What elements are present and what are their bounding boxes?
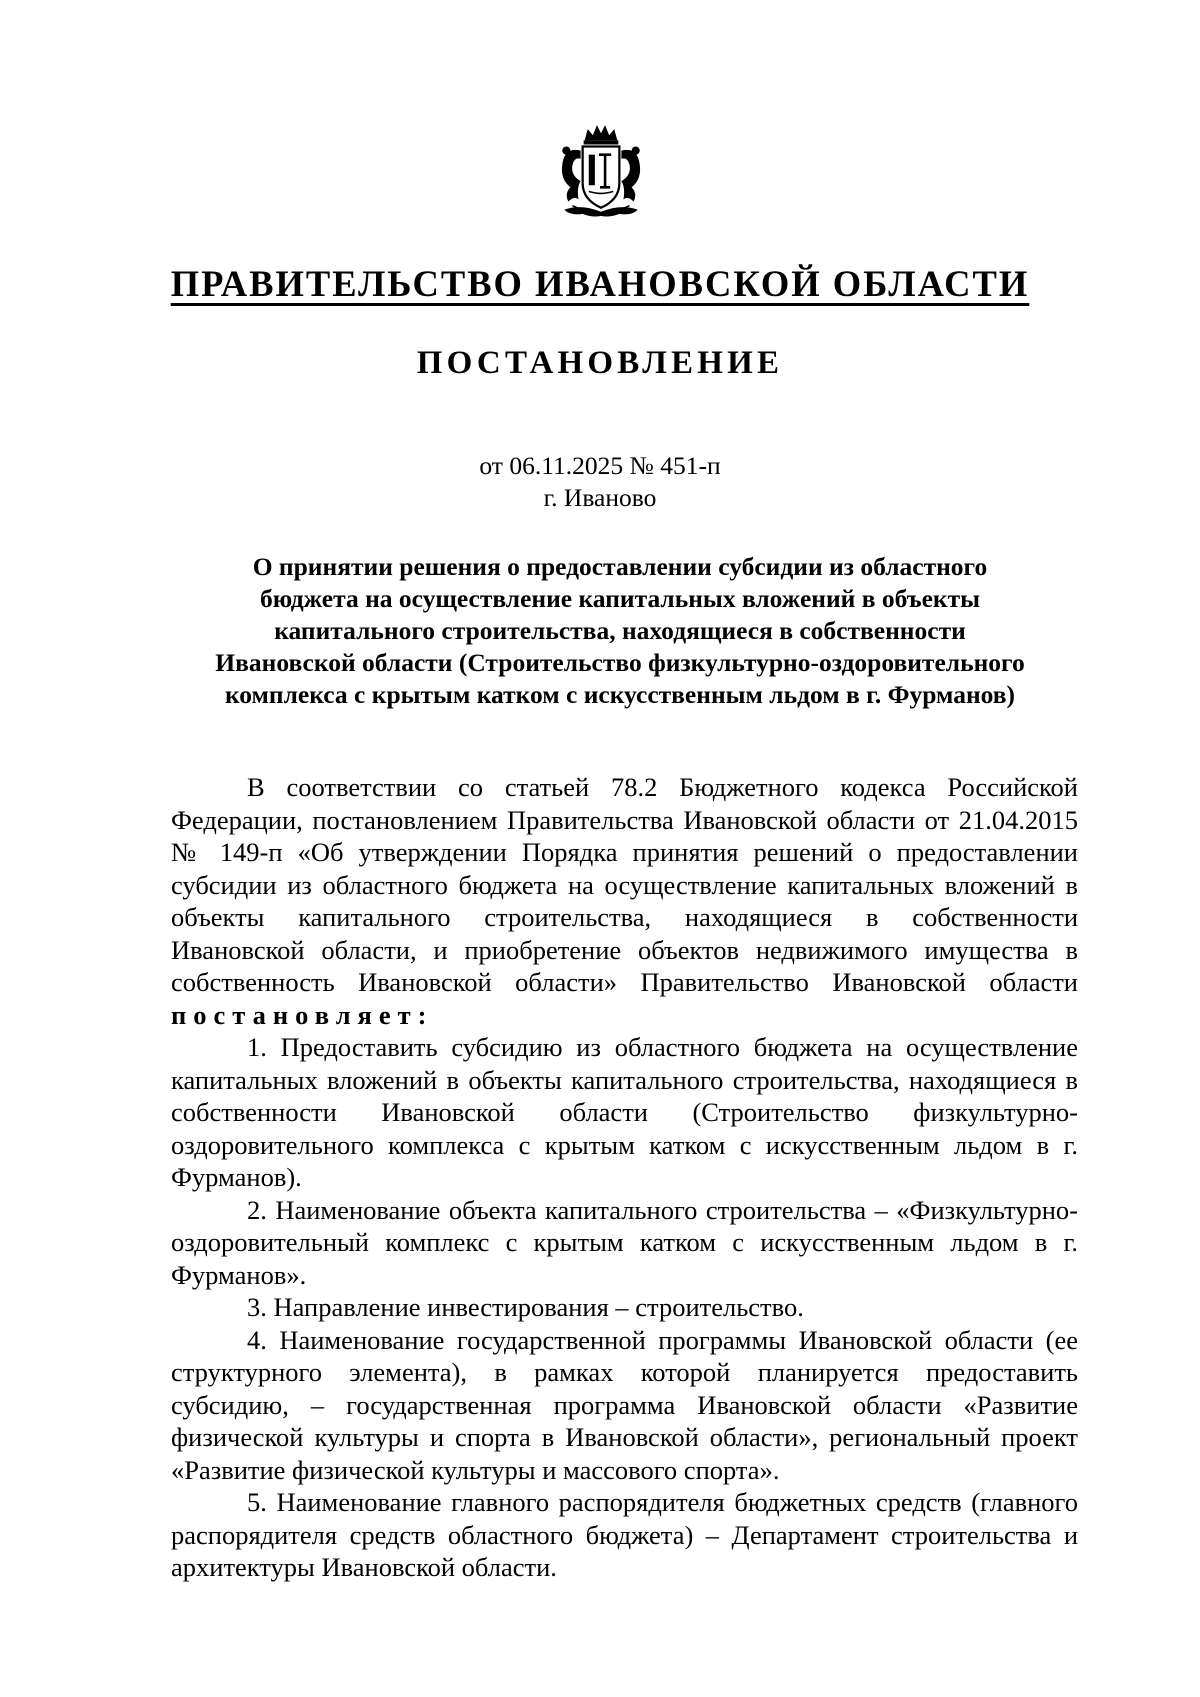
document-subject: [160, 551, 1080, 711]
subject-line: бюджета на осуществление капитальных вложений в объекты: [259, 584, 981, 613]
subject-line: О принятии решения о предоставлении субсидии из областного: [252, 552, 988, 581]
resolves-word: постановляет:: [171, 999, 434, 1030]
preamble-paragraph: [171, 771, 1078, 1031]
authority-heading: [0, 262, 1200, 306]
clause-paragraph: 4. Наименование государственной программы Ивановской области (ее структурного элемента), в рамках которой планируется предоставить субсидию, – государственная программа Ивановской области «Развитие физической культуры и спорта в Ивановской области», региональный проект «Развитие физической культуры и массового спорта».: [171, 1324, 1078, 1485]
document-body: [171, 771, 1078, 1584]
document-type-heading: ПОСТАНОВЛЕНИЕ: [416, 345, 784, 381]
city: г. Иваново: [543, 483, 657, 512]
clause-paragraph: 1. Предоставить субсидию из областного бюджета на осуществление капитальных вложений в объекты капитального строительства, находящиеся в собственности Ивановской области (Строительство физкультурно-оздоровительного комплекса с крытым катком с искусственным льдом в г. Фурманов).: [171, 1032, 1078, 1192]
clause-paragraph: 2. Наименование объекта капитального строительства – «Физкультурно-оздоровительный комплекс с крытым катком с искусственным льдом в г. Фурманов».: [171, 1194, 1078, 1290]
coat-of-arms-icon: [550, 120, 652, 222]
authority-title: ПРАВИТЕЛЬСТВО ИВАНОВСКОЙ ОБЛАСТИ: [170, 263, 1030, 304]
subject-line: капитального строительства, находящиеся в собственности: [274, 616, 966, 645]
subject-line: комплекса с крытым катком с искусственным льдом в г. Фурманов): [224, 680, 1016, 709]
clause-paragraph: 3. Направление инвестирования – строительство.: [247, 1292, 804, 1322]
preamble-text: В соответствии со статьей 78.2 Бюджетного кодекса Российской Федерации, постановлением Правительства Ивановской области от 21.04.2015 № 149-п «Об утверждении Порядка принятия решений о предоставлении субсидии из областного бюджета на осуществление капитальных вложений в объекты капитального строительства, находящиеся в собственности Ивановской области, и приобретение объектов недвижимого имущества в собственность Ивановской области» Правительство Ивановской области: [171, 772, 1078, 997]
date-number: от 06.11.2025 № 451-п: [479, 451, 721, 480]
subject-line: Ивановской области (Строительство физкультурно-оздоровительного: [215, 648, 1025, 677]
clause-paragraph: 5. Наименование главного распорядителя бюджетных средств (главного распорядителя средств областного бюджета) – Департамент строительства и архитектуры Ивановской области.: [171, 1487, 1078, 1582]
